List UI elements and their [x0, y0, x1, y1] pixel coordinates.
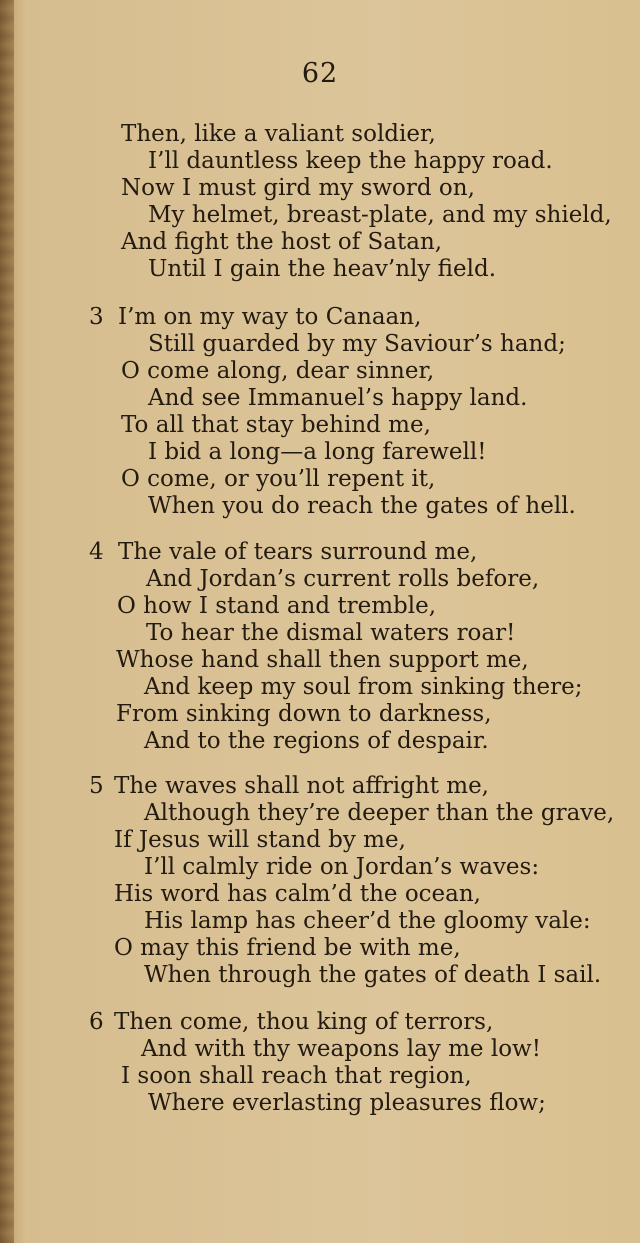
verse-line: When you do reach the gates of hell.: [148, 493, 576, 519]
stanza-number: 5: [89, 773, 104, 799]
verse-line: And with thy weapons lay me low!: [141, 1036, 541, 1062]
stanza-number: 4: [89, 539, 104, 565]
verse-line: I soon shall reach that region,: [121, 1063, 472, 1089]
stanza-number: 3: [89, 304, 104, 330]
verse-line: O may this friend be with me,: [114, 935, 461, 961]
verse-line: Still guarded by my Saviour’s hand;: [148, 331, 566, 357]
verse-line: Where everlasting pleasures flow;: [148, 1090, 546, 1116]
verse-line: Then come, thou king of terrors,: [114, 1009, 494, 1035]
verse-line: If Jesus will stand by me,: [114, 827, 406, 853]
page-spine-edge: [0, 0, 14, 1243]
verse-line: I’ll calmly ride on Jordan’s waves:: [144, 854, 540, 880]
page-number: 62: [301, 58, 339, 89]
verse-line: O come, or you’ll repent it,: [121, 466, 436, 492]
verse-line: His lamp has cheer’d the gloomy vale:: [144, 908, 591, 934]
verse-line: To hear the dismal waters roar!: [146, 620, 516, 646]
verse-line: And keep my soul from sinking there;: [144, 674, 583, 700]
verse-line: Now I must gird my sword on,: [121, 175, 475, 201]
stanza-number: 6: [89, 1009, 104, 1035]
verse-line: And see Immanuel’s happy land.: [148, 385, 528, 411]
verse-line: I’m on my way to Canaan,: [118, 304, 422, 330]
verse-line: And Jordan’s current rolls before,: [146, 566, 540, 592]
verse-line: O come along, dear sinner,: [121, 358, 435, 384]
verse-line: O how I stand and tremble,: [117, 593, 437, 619]
verse-line: To all that stay behind me,: [121, 412, 431, 438]
verse-line: And to the regions of despair.: [144, 728, 489, 754]
verse-line: Whose hand shall then support me,: [116, 647, 529, 673]
verse-line: From sinking down to darkness,: [116, 701, 492, 727]
verse-line: Then, like a valiant soldier,: [121, 121, 436, 147]
verse-line: I’ll dauntless keep the happy road.: [148, 148, 553, 174]
verse-line: Although they’re deeper than the grave,: [144, 800, 615, 826]
verse-line: When through the gates of death I sail.: [144, 962, 602, 988]
verse-line: And fight the host of Satan,: [121, 229, 443, 255]
verse-line: Until I gain the heav’nly field.: [148, 256, 497, 282]
verse-line: My helmet, breast-plate, and my shield,: [148, 202, 612, 228]
verse-line: The waves shall not affright me,: [114, 773, 489, 799]
verse-line: The vale of tears surround me,: [118, 539, 478, 565]
verse-line: I bid a long—a long farewell!: [148, 439, 487, 465]
verse-line: His word has calm’d the ocean,: [114, 881, 481, 907]
